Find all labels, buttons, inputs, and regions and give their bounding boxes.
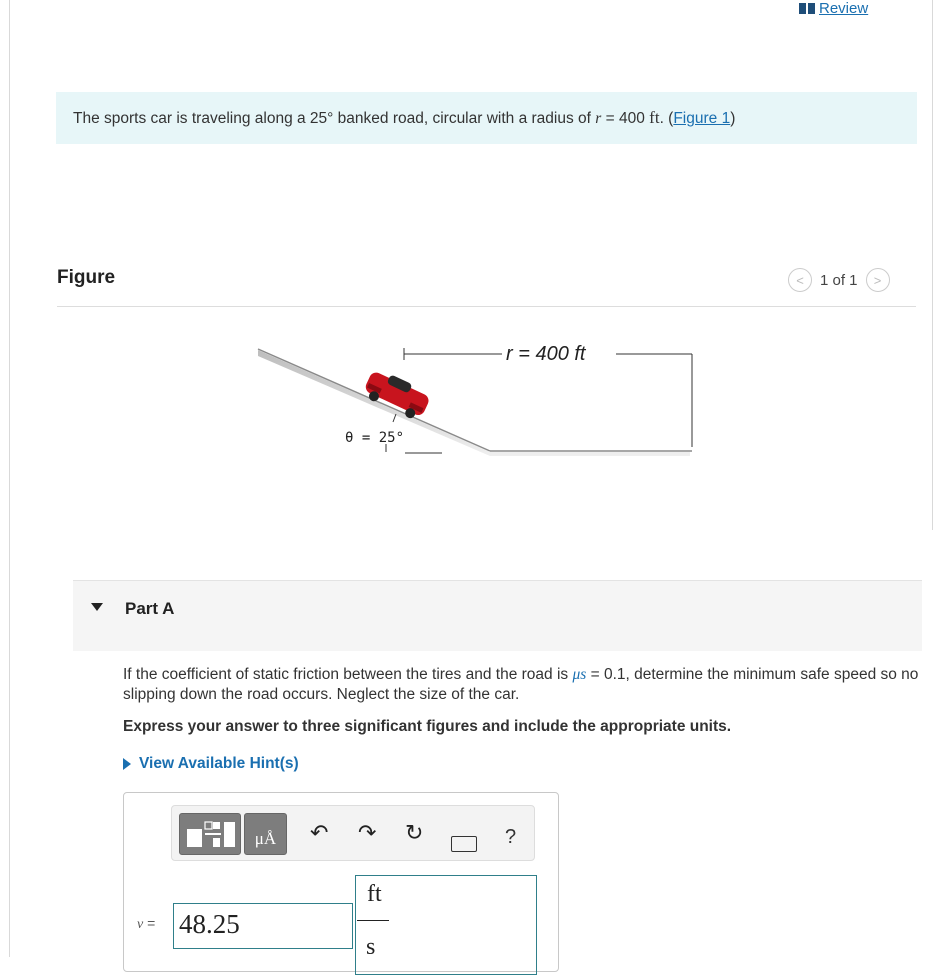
- intro-value: = 400: [601, 110, 650, 127]
- right-frame-border: [932, 0, 933, 530]
- radius-label: r = 400 ft: [506, 343, 586, 365]
- r-symbol: r: [595, 110, 602, 127]
- intro-close: ): [730, 110, 736, 127]
- question-after: = 0.1, determine the minimum safe speed so no slipping down the road occurs. Neglect the size of the car.: [123, 666, 919, 703]
- intro-punct: . (: [659, 110, 674, 127]
- chevron-left-icon[interactable]: <: [788, 268, 812, 292]
- unit-denominator: s: [366, 934, 376, 960]
- undo-icon[interactable]: ↶: [310, 820, 329, 845]
- review-link[interactable]: [799, 0, 868, 17]
- answer-value-input[interactable]: 48.25: [173, 903, 353, 949]
- car-arrow-up: [393, 414, 396, 422]
- keyboard-icon[interactable]: [451, 836, 477, 852]
- reset-icon[interactable]: ↻: [405, 820, 424, 845]
- templates-button[interactable]: [179, 813, 241, 855]
- math-toolbar: [171, 805, 535, 861]
- mu-symbol: μs: [572, 666, 587, 683]
- collapse-arrow-icon[interactable]: [91, 603, 103, 611]
- answer-units-input[interactable]: [355, 875, 537, 975]
- view-hints-link[interactable]: [123, 755, 299, 773]
- v-symbol: v: [137, 917, 144, 932]
- figure-divider: [57, 306, 916, 307]
- hint-label: View Available Hint(s): [139, 755, 299, 772]
- banked-road-figure: [250, 330, 710, 470]
- figure-link[interactable]: Figure 1: [673, 110, 731, 127]
- book-icon: [799, 3, 815, 14]
- figure-title: Figure: [57, 267, 116, 288]
- unit-numerator: ft: [367, 881, 382, 907]
- left-frame-border: [9, 0, 10, 957]
- expand-triangle-icon: [123, 758, 131, 770]
- part-a-title: Part A: [125, 599, 175, 618]
- road-surface: [258, 350, 690, 456]
- answer-variable-label: [137, 915, 155, 933]
- problem-intro: [56, 92, 917, 144]
- angle-label: θ = 25°: [345, 430, 405, 446]
- intro-text: The sports car is traveling along a 25° banked road, circular with a radius of: [73, 110, 596, 127]
- question-before: If the coefficient of static friction between the tires and the road is: [123, 666, 573, 683]
- question-text: [123, 665, 923, 705]
- unit-fraction-bar: [357, 920, 389, 921]
- review-label: Review: [819, 0, 869, 17]
- units-button[interactable]: μÅ: [244, 813, 287, 855]
- equals-sign: =: [143, 915, 156, 931]
- templates-icon: [180, 814, 240, 854]
- instruction-text: Express your answer to three significant figures and include the appropriate units.: [123, 718, 732, 735]
- pager-text: 1 of 1: [820, 271, 858, 289]
- figure-pager: [788, 268, 890, 292]
- help-button[interactable]: ?: [505, 826, 517, 848]
- part-a-header[interactable]: [73, 581, 922, 651]
- intro-unit: ft: [649, 108, 660, 127]
- redo-icon[interactable]: ↷: [358, 820, 377, 845]
- chevron-right-icon[interactable]: >: [866, 268, 890, 292]
